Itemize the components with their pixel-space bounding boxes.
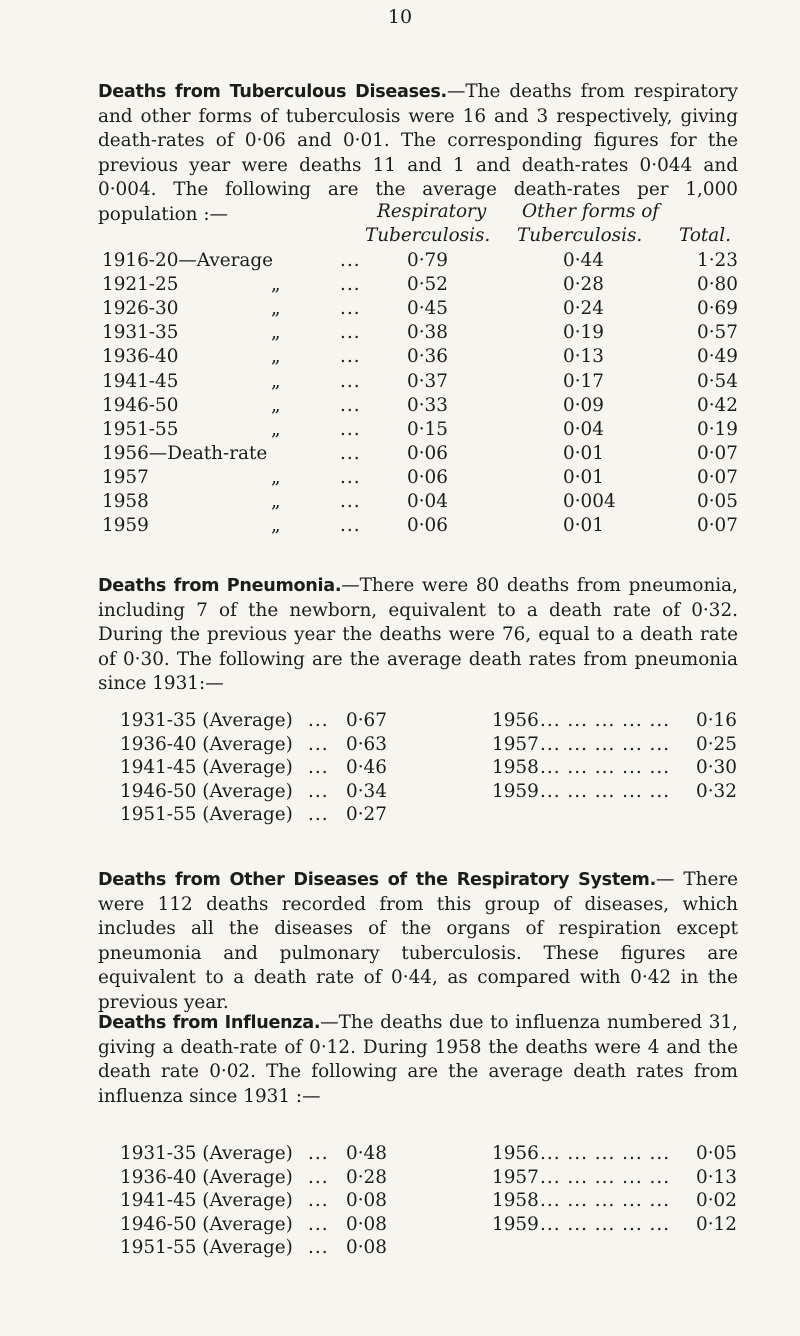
pneumonia-avg-label: 1951-55 (Average) xyxy=(120,804,293,826)
tb-row-respiratory: 0·36 xyxy=(407,346,448,368)
tb-row-respiratory: 0·33 xyxy=(407,394,448,416)
tb-row-ditto: „ xyxy=(271,491,281,512)
pneumonia-year-dots: ... ... ... ... ... xyxy=(540,757,671,779)
tb-row-respiratory: 0·06 xyxy=(407,442,448,464)
influenza-heading: Deaths from Influenza. xyxy=(98,1013,321,1033)
influenza-avg-dots: ... xyxy=(308,1143,329,1164)
pneumonia-avg-dots: ... xyxy=(308,710,329,731)
pneumonia-year: 1956 xyxy=(492,710,539,731)
tb-row-period: 1951-55 xyxy=(102,418,179,440)
influenza-text: —The deaths due to influenza numbered 31, giving a death-rate of 0·12. During 1958 the deaths were 4 and the death rate 0·02. The following are the average death rates from influenza since 1931 :— xyxy=(98,1012,738,1107)
col-header-respiratory-1: Respiratory xyxy=(377,201,487,222)
tb-row-period: 1921-25 xyxy=(102,274,179,296)
tb-row-respiratory: 0·52 xyxy=(407,274,448,296)
influenza-year: 1956 xyxy=(492,1143,539,1164)
influenza-avg-value: 0·28 xyxy=(346,1166,387,1188)
pneumonia-avg-label: 1936-40 (Average) xyxy=(120,733,293,755)
tb-row-ditto: „ xyxy=(271,274,281,296)
tb-row-other: 0·17 xyxy=(563,370,604,392)
pneumonia-avg-label: 1941-45 (Average) xyxy=(120,757,293,779)
tb-row-dots: ... xyxy=(340,418,361,440)
pneumonia-avg-dots: ... xyxy=(308,780,329,802)
tb-row-ditto: „ xyxy=(271,298,281,320)
tb-row-total: 0·07 xyxy=(697,466,738,488)
tb-row-ditto: „ xyxy=(271,322,281,344)
tb-row-other: 0·28 xyxy=(563,274,604,296)
tb-row-period: 1946-50 xyxy=(102,394,179,416)
tb-row-period: 1926-30 xyxy=(102,298,179,320)
pneumonia-avg-value: 0·46 xyxy=(346,757,387,779)
tb-row-total: 0·57 xyxy=(697,322,738,344)
tuberculosis-text: —The deaths from respiratory and other forms of tuberculosis were 16 and 3 respectively, giving death-rates of 0·06 and 0·01. The corresponding figures for the previous year were deaths 11 and 1 and death-rates 0·044 and 0·004. The following are the average death-rates per 1,000 population :— xyxy=(98,81,738,225)
tb-row-other: 0·09 xyxy=(563,394,604,416)
tb-row-ditto: „ xyxy=(271,370,281,392)
influenza-avg-label: 1951-55 (Average) xyxy=(120,1237,293,1259)
respiratory-other-paragraph xyxy=(98,868,738,1016)
tb-row-ditto: „ xyxy=(271,515,281,537)
pneumonia-text: —There were 80 deaths from pneumonia, including 7 of the newborn, equivalent to a death rate of 0·32. During the previous year the deaths were 76, equal to a death rate of 0·30. The following are the average death rates from pneumonia since 1931:— xyxy=(98,575,738,695)
tb-row-dots: ... xyxy=(340,370,361,392)
tb-row-other: 0·13 xyxy=(563,346,604,368)
tb-row-dots: ... xyxy=(340,346,361,368)
tb-row-ditto: „ xyxy=(271,346,281,368)
tb-row-respiratory: 0·15 xyxy=(407,418,448,440)
pneumonia-avg-label: 1946-50 (Average) xyxy=(120,780,293,802)
pneumonia-year-value: 0·16 xyxy=(696,710,737,731)
pneumonia-year-dots: ... ... ... ... ... xyxy=(540,710,671,731)
tb-row-period: 1959 xyxy=(102,515,149,537)
tb-row-dots: ... xyxy=(340,322,361,344)
tb-row-total: 0·19 xyxy=(697,418,738,440)
tb-row-respiratory: 0·04 xyxy=(407,491,448,512)
tb-row-dots: ... xyxy=(340,274,361,296)
pneumonia-avg-value: 0·27 xyxy=(346,804,387,826)
tb-row-dots: ... xyxy=(340,250,361,271)
tb-row-period: 1916-20—Average xyxy=(102,250,274,271)
influenza-year-dots: ... ... ... ... ... xyxy=(540,1213,671,1235)
tb-row-other: 0·19 xyxy=(563,322,604,344)
tb-row-total: 0·07 xyxy=(697,442,738,464)
influenza-avg-dots: ... xyxy=(308,1166,329,1188)
tb-row-period: 1941-45 xyxy=(102,370,179,392)
tb-row-total: 0·07 xyxy=(697,515,738,537)
tb-row-dots: ... xyxy=(340,442,361,464)
pneumonia-year-value: 0·32 xyxy=(696,780,737,802)
pneumonia-heading: Deaths from Pneumonia. xyxy=(98,576,342,596)
tb-row-period: 1957 xyxy=(102,466,149,488)
influenza-avg-dots: ... xyxy=(308,1190,329,1212)
tb-row-ditto: „ xyxy=(271,418,281,440)
tb-row-respiratory: 0·38 xyxy=(407,322,448,344)
tb-row-ditto: „ xyxy=(271,466,281,488)
tb-row-other: 0·44 xyxy=(563,250,604,271)
tb-row-other: 0·004 xyxy=(563,491,616,512)
pneumonia-avg-dots: ... xyxy=(308,757,329,779)
tb-row-respiratory: 0·79 xyxy=(407,250,448,271)
pneumonia-avg-label: 1931-35 (Average) xyxy=(120,710,293,731)
tb-row-total: 1·23 xyxy=(697,250,738,271)
pneumonia-year-value: 0·30 xyxy=(696,757,737,779)
pneumonia-year-dots: ... ... ... ... ... xyxy=(540,733,671,755)
pneumonia-avg-dots: ... xyxy=(308,804,329,826)
influenza-year-dots: ... ... ... ... ... xyxy=(540,1190,671,1212)
influenza-year-value: 0·02 xyxy=(696,1190,737,1212)
tb-row-total: 0·69 xyxy=(697,298,738,320)
tb-row-total: 0·80 xyxy=(697,274,738,296)
tb-row-respiratory: 0·06 xyxy=(407,466,448,488)
influenza-avg-label: 1931-35 (Average) xyxy=(120,1143,293,1164)
pneumonia-year-value: 0·25 xyxy=(696,733,737,755)
tuberculosis-heading: Deaths from Tuberculous Diseases. xyxy=(98,82,447,102)
tb-row-ditto: „ xyxy=(271,394,281,416)
tb-row-other: 0·01 xyxy=(563,442,604,464)
tb-row-other: 0·01 xyxy=(563,515,604,537)
col-header-other-2: Tuberculosis. xyxy=(517,225,643,246)
tb-row-respiratory: 0·45 xyxy=(407,298,448,320)
pneumonia-avg-value: 0·63 xyxy=(346,733,387,755)
influenza-year-value: 0·05 xyxy=(696,1143,737,1164)
col-header-total: Total. xyxy=(679,225,731,246)
pneumonia-avg-value: 0·34 xyxy=(346,780,387,802)
tb-row-total: 0·54 xyxy=(697,370,738,392)
pneumonia-year: 1957 xyxy=(492,733,539,755)
pneumonia-paragraph xyxy=(98,574,738,697)
respiratory-other-heading: Deaths from Other Diseases of the Respiratory System. xyxy=(98,870,656,890)
respiratory-other-text: — There were 112 deaths recorded from this group of diseases, which includes all the diseases of the organs of respiration except pneumonia and pulmonary tuberculosis. These figures are equivalent to a death rate of 0·44, as compared with 0·42 in the previous year. xyxy=(98,869,739,1013)
influenza-year-value: 0·13 xyxy=(696,1166,737,1188)
tb-row-total: 0·49 xyxy=(697,346,738,368)
tb-row-dots: ... xyxy=(340,515,361,537)
tb-row-dots: ... xyxy=(340,298,361,320)
pneumonia-avg-value: 0·67 xyxy=(346,710,387,731)
tb-row-respiratory: 0·06 xyxy=(407,515,448,537)
influenza-year-dots: ... ... ... ... ... xyxy=(540,1166,671,1188)
influenza-avg-value: 0·08 xyxy=(346,1237,387,1259)
influenza-avg-label: 1946-50 (Average) xyxy=(120,1213,293,1235)
tb-row-respiratory: 0·37 xyxy=(407,370,448,392)
tb-row-total: 0·42 xyxy=(697,394,738,416)
influenza-avg-value: 0·48 xyxy=(346,1143,387,1164)
influenza-avg-label: 1941-45 (Average) xyxy=(120,1190,293,1212)
pneumonia-avg-dots: ... xyxy=(308,733,329,755)
tb-row-total: 0·05 xyxy=(697,491,738,512)
col-header-respiratory-2: Tuberculosis. xyxy=(365,225,491,246)
influenza-paragraph xyxy=(98,1011,738,1109)
col-header-other-1: Other forms of xyxy=(522,201,660,222)
pneumonia-year-dots: ... ... ... ... ... xyxy=(540,780,671,802)
pneumonia-year: 1958 xyxy=(492,757,539,779)
tb-row-period: 1931-35 xyxy=(102,322,179,344)
tb-row-period: 1956—Death-rate xyxy=(102,442,268,464)
tb-row-other: 0·04 xyxy=(563,418,604,440)
influenza-year-dots: ... ... ... ... ... xyxy=(540,1143,671,1164)
tb-row-dots: ... xyxy=(340,466,361,488)
tb-row-dots: ... xyxy=(340,491,361,512)
influenza-avg-label: 1936-40 (Average) xyxy=(120,1166,293,1188)
influenza-avg-dots: ... xyxy=(308,1213,329,1235)
influenza-year: 1959 xyxy=(492,1213,539,1235)
tb-row-other: 0·01 xyxy=(563,466,604,488)
influenza-year: 1958 xyxy=(492,1190,539,1212)
influenza-avg-value: 0·08 xyxy=(346,1190,387,1212)
pneumonia-year: 1959 xyxy=(492,780,539,802)
influenza-year-value: 0·12 xyxy=(696,1213,737,1235)
tb-row-period: 1958 xyxy=(102,491,149,512)
page-number: 10 xyxy=(387,6,413,28)
tb-row-period: 1936-40 xyxy=(102,346,179,368)
tb-row-other: 0·24 xyxy=(563,298,604,320)
influenza-avg-value: 0·08 xyxy=(346,1213,387,1235)
influenza-year: 1957 xyxy=(492,1166,539,1188)
tb-row-dots: ... xyxy=(340,394,361,416)
influenza-avg-dots: ... xyxy=(308,1237,329,1259)
